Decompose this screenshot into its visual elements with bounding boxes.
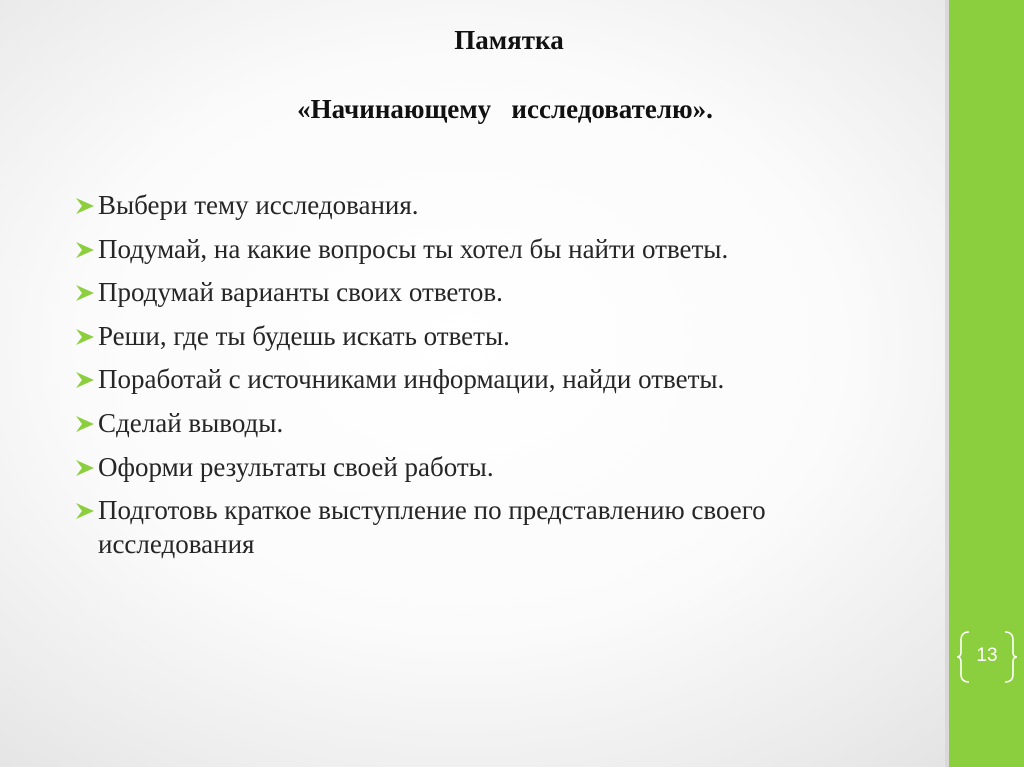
bullet-text: Продумай варианты своих ответов.	[98, 277, 503, 308]
arrow-bullet-icon	[74, 458, 96, 478]
arrow-bullet-icon	[74, 414, 96, 434]
bullet-text: Реши, где ты будешь искать ответы.	[98, 320, 510, 351]
bullet-text: Выбери тему исследования.	[98, 190, 419, 220]
bullet-item	[74, 493, 894, 561]
bullet-item	[74, 232, 894, 266]
slide-subtitle: «Начинающему исследователю».	[297, 94, 713, 124]
arrow-bullet-icon	[74, 283, 96, 303]
bullet-item	[74, 319, 894, 353]
slide-title: Памятка	[454, 25, 564, 55]
arrow-bullet-icon	[74, 327, 96, 347]
bullet-item	[74, 275, 894, 309]
bullet-item	[74, 188, 894, 222]
bullet-text: Сделай выводы.	[98, 407, 284, 438]
bullet-text: Оформи результаты своей работы.	[98, 451, 494, 482]
arrow-bullet-icon	[74, 370, 96, 390]
arrow-bullet-icon	[74, 240, 96, 260]
page-number: 13	[976, 645, 998, 666]
bullet-text: Подумай, на какие вопросы ты хотел бы найти ответы.	[98, 233, 729, 264]
bullet-item	[74, 406, 894, 440]
bullet-item	[74, 362, 894, 396]
bullet-text: Подготовь краткое выступление по представлению своего исследования	[98, 495, 766, 560]
arrow-bullet-icon	[74, 501, 96, 521]
arrow-bullet-icon	[74, 196, 96, 216]
bullet-item	[74, 450, 894, 484]
bullet-list	[74, 188, 894, 571]
bullet-text: Поработай с источниками информации, найди ответы.	[98, 364, 725, 395]
